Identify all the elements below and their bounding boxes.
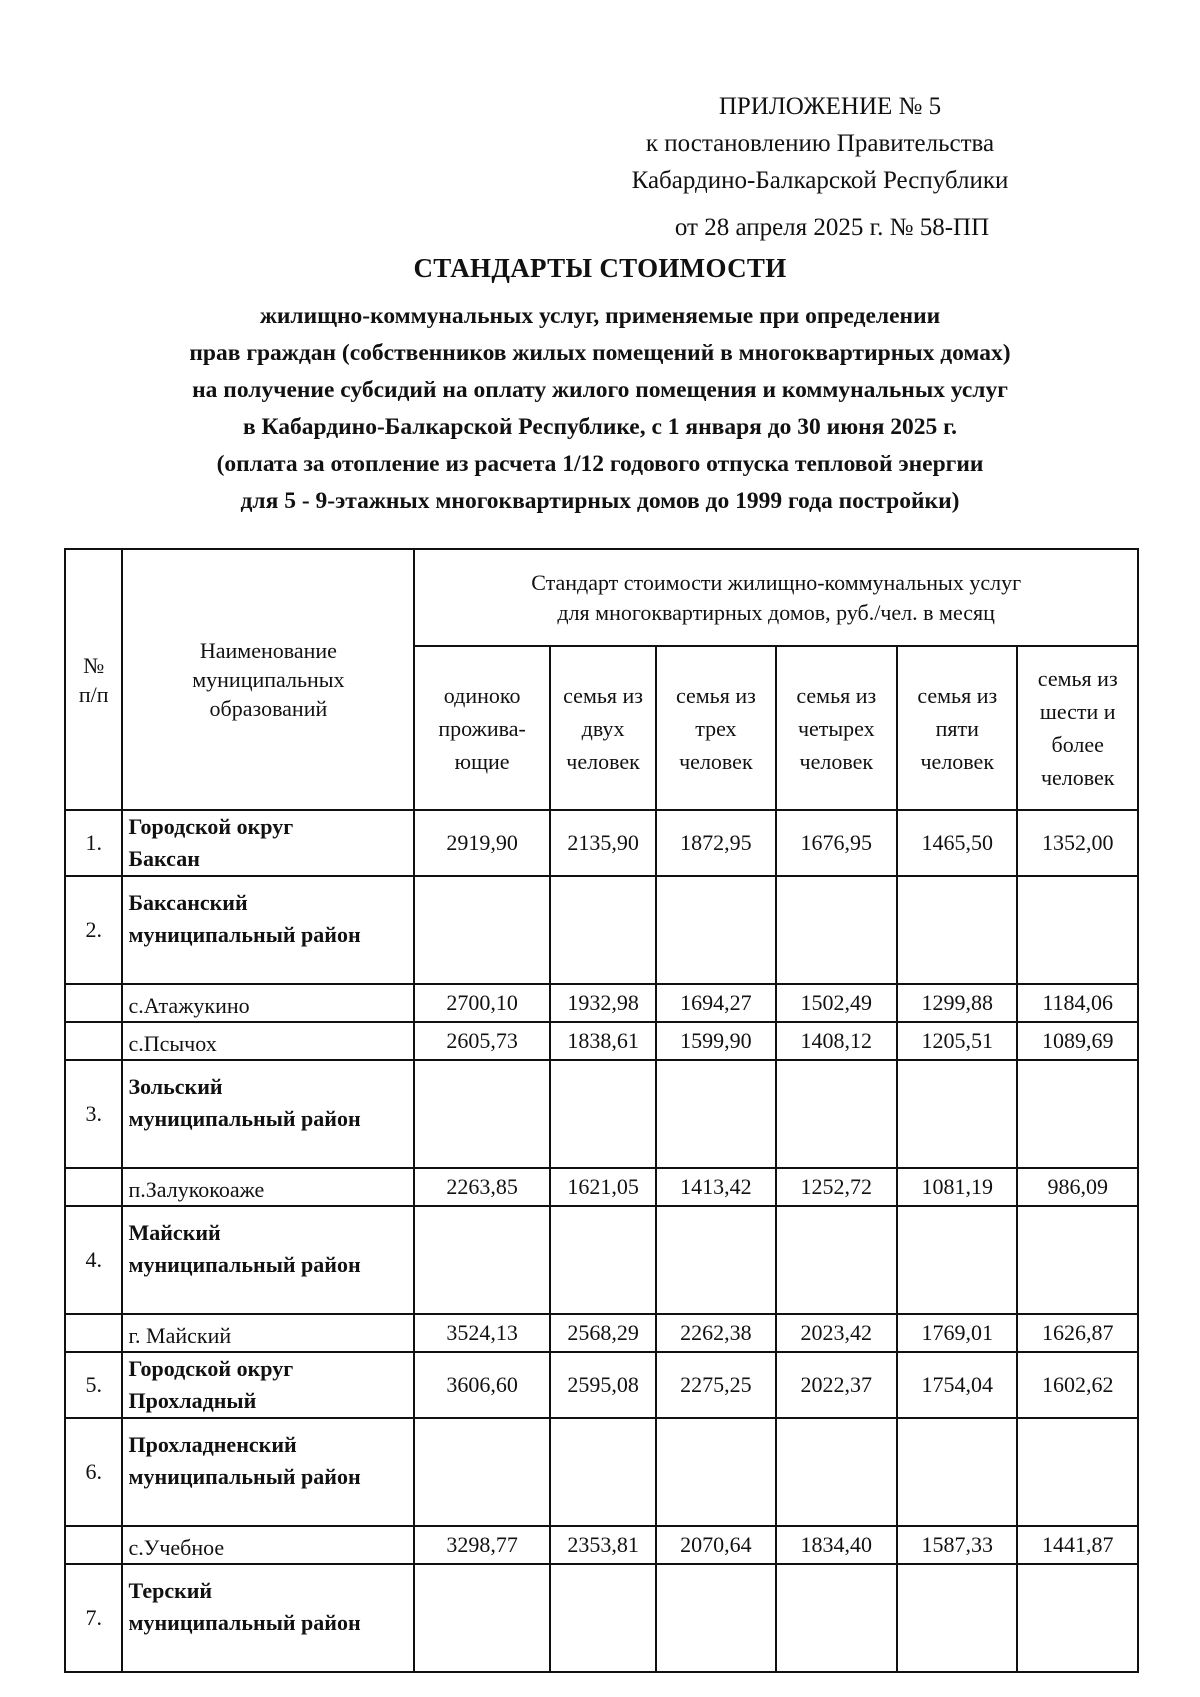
cost-value: 1465,50 — [897, 810, 1017, 876]
cost-value: 1932,98 — [550, 984, 656, 1022]
resolution-reference: к постановлению Правительства — [645, 130, 995, 157]
municipality-name — [122, 1526, 414, 1564]
cost-value: 1872,95 — [656, 810, 775, 876]
row-number: 6. — [65, 1418, 122, 1526]
municipality-name-line: муниципальный район — [128, 922, 361, 947]
municipality-name — [122, 1168, 414, 1206]
municipality-name-line: п.Залукокоаже — [128, 1177, 265, 1202]
header-text-line: Стандарт стоимости жилищно-коммунальных услуг — [531, 569, 1022, 595]
cost-value: 1502,49 — [776, 984, 898, 1022]
cost-value: 2275,25 — [656, 1352, 775, 1418]
cost-value: 2135,90 — [550, 810, 656, 876]
cost-value: 3524,13 — [414, 1314, 550, 1352]
table-row — [65, 1564, 1138, 1672]
municipality-name-line: муниципальный район — [128, 1252, 361, 1277]
cost-value: 1599,90 — [656, 1022, 775, 1060]
municipality-name-line: Городской округ — [128, 1356, 294, 1381]
cost-value — [414, 1418, 550, 1526]
header-text-line: № — [83, 652, 105, 678]
header-text-line: двух — [581, 715, 625, 741]
header-text-line: человек — [920, 748, 995, 774]
cost-value: 1769,01 — [897, 1314, 1017, 1352]
municipality-name — [122, 1564, 414, 1672]
government-name: Кабардино-Балкарской Республики — [631, 167, 1009, 194]
header-text-line: человек — [1040, 765, 1115, 790]
cost-value — [550, 1418, 656, 1526]
municipality-name — [122, 810, 414, 876]
header-text-line: образований — [209, 696, 328, 721]
cost-standards-table — [64, 548, 1139, 1673]
column-header-number — [65, 549, 122, 810]
municipality-name-line: с.Псычох — [128, 1031, 217, 1056]
municipality-name-line: муниципальный район — [128, 1464, 361, 1489]
cost-value: 2022,37 — [776, 1352, 898, 1418]
header-text-line: шести и — [1039, 699, 1116, 724]
table-row — [65, 1060, 1138, 1168]
cost-value — [550, 876, 656, 984]
row-number — [65, 1022, 122, 1060]
municipality-name — [122, 876, 414, 984]
header-text-line: семья из — [563, 682, 643, 708]
row-number — [65, 984, 122, 1022]
municipality-name-line: Прохладный — [128, 1388, 257, 1413]
row-number: 1. — [65, 810, 122, 876]
cost-value: 1205,51 — [897, 1022, 1017, 1060]
municipality-name-line: Прохладненский — [128, 1432, 297, 1457]
cost-value: 1676,95 — [776, 810, 898, 876]
row-number: 7. — [65, 1564, 122, 1672]
municipality-name — [122, 984, 414, 1022]
cost-value: 1408,12 — [776, 1022, 898, 1060]
header-text-line: одиноко — [443, 682, 521, 708]
cost-value — [414, 1564, 550, 1672]
cost-value — [897, 1564, 1017, 1672]
cost-value: 1252,72 — [776, 1168, 898, 1206]
municipality-name-line: Баксан — [128, 846, 200, 871]
header-text-line: четырех — [797, 715, 875, 741]
cost-value — [776, 1564, 898, 1672]
cost-value: 3298,77 — [414, 1526, 550, 1564]
municipality-name-line: Баксанский — [128, 890, 248, 915]
column-group-header — [414, 549, 1138, 646]
cost-value — [414, 876, 550, 984]
header-text-line: для многоквартирных домов, руб./чел. в месяц — [557, 599, 995, 625]
header-text-line: более — [1051, 732, 1104, 757]
cost-value — [1017, 1418, 1138, 1526]
municipality-name — [122, 1060, 414, 1168]
cost-value: 2605,73 — [414, 1022, 550, 1060]
cost-value — [1017, 1060, 1138, 1168]
header-text-line: п/п — [78, 681, 109, 707]
table-row — [65, 1352, 1138, 1418]
row-number: 5. — [65, 1352, 122, 1418]
subtitle-line: в Кабардино-Балкарской Республике, с 1 января до 30 июня 2025 г. — [242, 414, 958, 440]
municipality-name-line: с.Атажукино — [128, 993, 250, 1018]
cost-value — [776, 876, 898, 984]
cost-value: 2023,42 — [776, 1314, 898, 1352]
header-text-line: прожива- — [438, 715, 526, 741]
table-row — [65, 1168, 1138, 1206]
row-number — [65, 1314, 122, 1352]
cost-value — [550, 1060, 656, 1168]
cost-value: 1694,27 — [656, 984, 775, 1022]
header-text-line: человек — [679, 748, 753, 774]
cost-value: 1299,88 — [897, 984, 1017, 1022]
cost-value — [656, 1060, 775, 1168]
subtitle-line: (оплата за отопление из расчета 1/12 годового отпуска тепловой энергии — [216, 451, 984, 477]
cost-value: 1834,40 — [776, 1526, 898, 1564]
municipality-name-line: г. Майский — [128, 1323, 232, 1348]
cost-value — [656, 1564, 775, 1672]
municipality-name-line: Терский — [128, 1578, 213, 1603]
cost-value: 1621,05 — [550, 1168, 656, 1206]
cost-value — [776, 1206, 898, 1314]
cost-value — [897, 876, 1017, 984]
cost-value — [550, 1206, 656, 1314]
appendix-header — [590, 88, 1050, 246]
resolution-date: от 28 апреля 2025 г. № 58-ПП — [674, 214, 990, 241]
subtitle-line: на получение субсидий на оплату жилого помещения и коммунальных услуг — [192, 377, 1008, 403]
cost-value: 2919,90 — [414, 810, 550, 876]
header-text-line: Наименование — [199, 638, 337, 663]
municipality-name — [122, 1022, 414, 1060]
cost-value — [414, 1206, 550, 1314]
table-row — [65, 1526, 1138, 1564]
cost-value — [776, 1418, 898, 1526]
table-row — [65, 1314, 1138, 1352]
header-text-line: семья из — [1037, 666, 1118, 691]
municipality-name — [122, 1206, 414, 1314]
cost-value: 2070,64 — [656, 1526, 775, 1564]
cost-value — [656, 1418, 775, 1526]
cost-value: 986,09 — [1017, 1168, 1138, 1206]
subtitle-line: для 5 - 9-этажных многоквартирных домов до 1999 года постройки) — [240, 488, 960, 514]
municipality-name-line: Майский — [128, 1220, 221, 1245]
cost-value — [897, 1060, 1017, 1168]
municipality-name — [122, 1314, 414, 1352]
appendix-number: ПРИЛОЖЕНИЕ № 5 — [718, 93, 942, 120]
cost-value — [1017, 1564, 1138, 1672]
cost-value: 1352,00 — [1017, 810, 1138, 876]
cost-value: 1413,42 — [656, 1168, 775, 1206]
column-header-municipality — [122, 549, 414, 810]
cost-value: 1754,04 — [897, 1352, 1017, 1418]
cost-value: 2568,29 — [550, 1314, 656, 1352]
document-title: СТАНДАРТЫ СТОИМОСТИ — [413, 253, 787, 283]
header-text-line: ющие — [454, 748, 510, 774]
municipality-name — [122, 1418, 414, 1526]
document-subtitle — [100, 298, 1100, 520]
cost-value: 1602,62 — [1017, 1352, 1138, 1418]
cost-value: 2262,38 — [656, 1314, 775, 1352]
row-number — [65, 1526, 122, 1564]
subtitle-line: прав граждан (собственников жилых помещений в многоквартирных домах) — [189, 340, 1011, 366]
cost-value — [414, 1060, 550, 1168]
cost-value: 1441,87 — [1017, 1526, 1138, 1564]
cost-value — [656, 1206, 775, 1314]
header-text-line: муниципальных — [192, 667, 345, 692]
header-text-line: трех — [695, 715, 737, 741]
header-text-line: семья из — [675, 682, 756, 708]
cost-value: 2700,10 — [414, 984, 550, 1022]
table-row — [65, 1418, 1138, 1526]
cost-value: 1089,69 — [1017, 1022, 1138, 1060]
column-header-household-6 — [1017, 646, 1138, 810]
cost-value: 2595,08 — [550, 1352, 656, 1418]
row-number: 2. — [65, 876, 122, 984]
cost-value — [656, 876, 775, 984]
cost-value: 1184,06 — [1017, 984, 1138, 1022]
column-header-household-2 — [550, 646, 656, 810]
header-text-line: человек — [566, 748, 640, 774]
table-row — [65, 984, 1138, 1022]
municipality-name-line: Городской округ — [128, 814, 294, 839]
table-row — [65, 1206, 1138, 1314]
cost-value: 1626,87 — [1017, 1314, 1138, 1352]
municipality-name-line: Зольский — [128, 1074, 223, 1099]
column-header-household-3 — [656, 646, 775, 810]
table-row — [65, 810, 1138, 876]
municipality-name — [122, 1352, 414, 1418]
municipality-name-line: с.Учебное — [128, 1535, 225, 1560]
municipality-name-line: муниципальный район — [128, 1106, 361, 1131]
cost-value: 1081,19 — [897, 1168, 1017, 1206]
cost-value: 2263,85 — [414, 1168, 550, 1206]
cost-value: 1587,33 — [897, 1526, 1017, 1564]
header-text-line: семья из — [796, 682, 877, 708]
cost-value — [776, 1060, 898, 1168]
municipality-name-line: муниципальный район — [128, 1610, 361, 1635]
cost-value — [550, 1564, 656, 1672]
table-row — [65, 1022, 1138, 1060]
table-row — [65, 876, 1138, 984]
cost-value: 1838,61 — [550, 1022, 656, 1060]
header-text-line: пяти — [935, 715, 979, 741]
row-number — [65, 1168, 122, 1206]
header-text-line: человек — [799, 748, 874, 774]
row-number: 3. — [65, 1060, 122, 1168]
cost-value — [1017, 876, 1138, 984]
row-number: 4. — [65, 1206, 122, 1314]
cost-value: 3606,60 — [414, 1352, 550, 1418]
column-header-household-1 — [414, 646, 550, 810]
header-text-line: семья из — [917, 682, 998, 708]
column-header-household-4 — [776, 646, 898, 810]
cost-value — [1017, 1206, 1138, 1314]
subtitle-line: жилищно-коммунальных услуг, применяемые при определении — [259, 303, 941, 329]
cost-value: 2353,81 — [550, 1526, 656, 1564]
column-header-household-5 — [897, 646, 1017, 810]
cost-value — [897, 1206, 1017, 1314]
cost-value — [897, 1418, 1017, 1526]
